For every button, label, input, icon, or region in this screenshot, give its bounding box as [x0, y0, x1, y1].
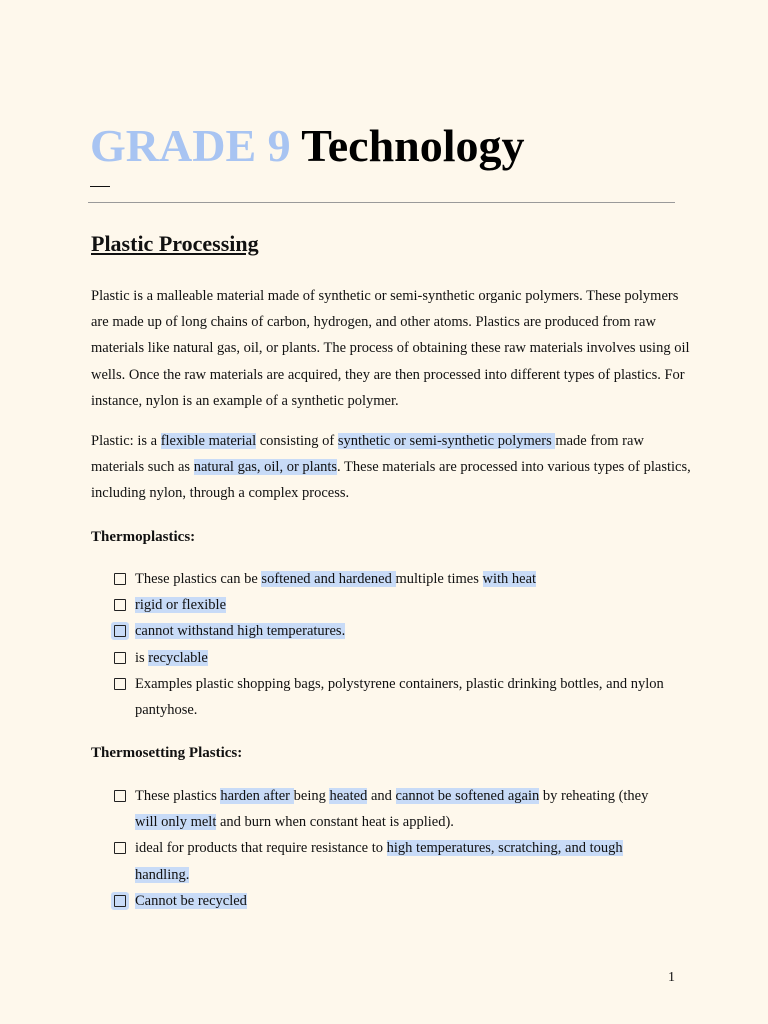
highlighted-text: high temperatures, scratching, and tough handling. — [135, 840, 623, 883]
text-span: and burn when constant heat is applied). — [216, 814, 454, 831]
summary-paragraph — [91, 428, 691, 507]
page-number: 1 — [668, 970, 675, 985]
text-span: by reheating (they — [539, 788, 649, 804]
highlighted-text: Cannot be recycled — [135, 892, 247, 909]
list-item — [114, 592, 674, 618]
highlighted-text: rigid or flexible — [135, 597, 227, 614]
section-heading: Plastic Processing — [91, 231, 259, 256]
list-item — [114, 618, 674, 644]
text-span: These plastics — [135, 788, 221, 804]
text-span: being — [293, 788, 330, 804]
text-span: These plastics can be — [135, 571, 262, 587]
text-span: is — [135, 649, 149, 666]
list-item — [114, 671, 674, 723]
text-span: and — [367, 788, 396, 804]
page-title — [90, 116, 525, 176]
list-item — [114, 888, 674, 914]
checkbox-icon[interactable] — [114, 895, 126, 907]
intro-paragraph: Plastic is a malleable material made of synthetic or semi-synthetic organic polymers. These polymers are made up of long chains of carbon, hydrogen, and other atoms. Plastics are produced from raw materials like natural gas, oil, or plants. The process of obtaining these raw materials involves using oil wells. Once the raw materials are acquired, they are then processed into different types of plastics. For instance, nylon is an example of a synthetic polymer. — [91, 288, 690, 409]
highlighted-text: harden after — [220, 788, 294, 804]
list-item — [114, 566, 674, 592]
highlighted-text: synthetic or semi-synthetic polymers — [337, 433, 556, 449]
checkbox-icon[interactable] — [114, 599, 126, 611]
thermosetting-list — [114, 783, 674, 914]
checkbox-icon[interactable] — [114, 652, 126, 664]
text-span: Examples plastic shopping bags, polystyrene containers, plastic drinking bottles, and nylon pantyhose. — [135, 675, 664, 719]
highlighted-text: heated — [329, 788, 368, 804]
text-span: ideal for products that require resistance to — [135, 840, 387, 857]
highlighted-text: flexible material — [160, 433, 257, 449]
highlighted-text: recyclable — [148, 649, 208, 666]
list-item — [114, 835, 674, 887]
title-dash — [90, 186, 110, 187]
checkbox-icon[interactable] — [114, 842, 126, 854]
text-span: multiple times — [395, 571, 483, 587]
highlighted-text: natural gas, oil, or plants — [193, 459, 338, 476]
thermoplastics-heading: Thermoplastics: — [91, 529, 196, 545]
highlighted-text: cannot withstand high temperatures. — [135, 623, 346, 640]
highlighted-text: will only melt — [135, 814, 217, 831]
list-item — [114, 783, 674, 835]
checkbox-icon[interactable] — [114, 790, 126, 802]
checkbox-icon[interactable] — [114, 678, 126, 690]
text-span: Plastic: is a — [91, 433, 161, 449]
text-span: consisting of — [256, 433, 338, 449]
checkbox-icon[interactable] — [114, 625, 126, 637]
highlighted-text: softened and hardened — [261, 571, 396, 587]
list-item — [114, 645, 674, 671]
horizontal-rule — [88, 202, 675, 203]
checkbox-icon[interactable] — [114, 573, 126, 585]
highlighted-text: cannot be softened again — [395, 788, 540, 804]
text-span: . These materials are processed into various types of plastics, including nylon, through a complex process. — [91, 459, 691, 502]
text-span: made from raw materials such as — [91, 433, 644, 476]
thermosetting-heading: Thermosetting Plastics: — [91, 745, 243, 761]
title-subject: Technology — [301, 120, 525, 171]
thermoplastics-list — [114, 566, 674, 723]
title-grade: GRADE 9 — [90, 120, 291, 171]
highlighted-text: with heat — [482, 571, 537, 587]
